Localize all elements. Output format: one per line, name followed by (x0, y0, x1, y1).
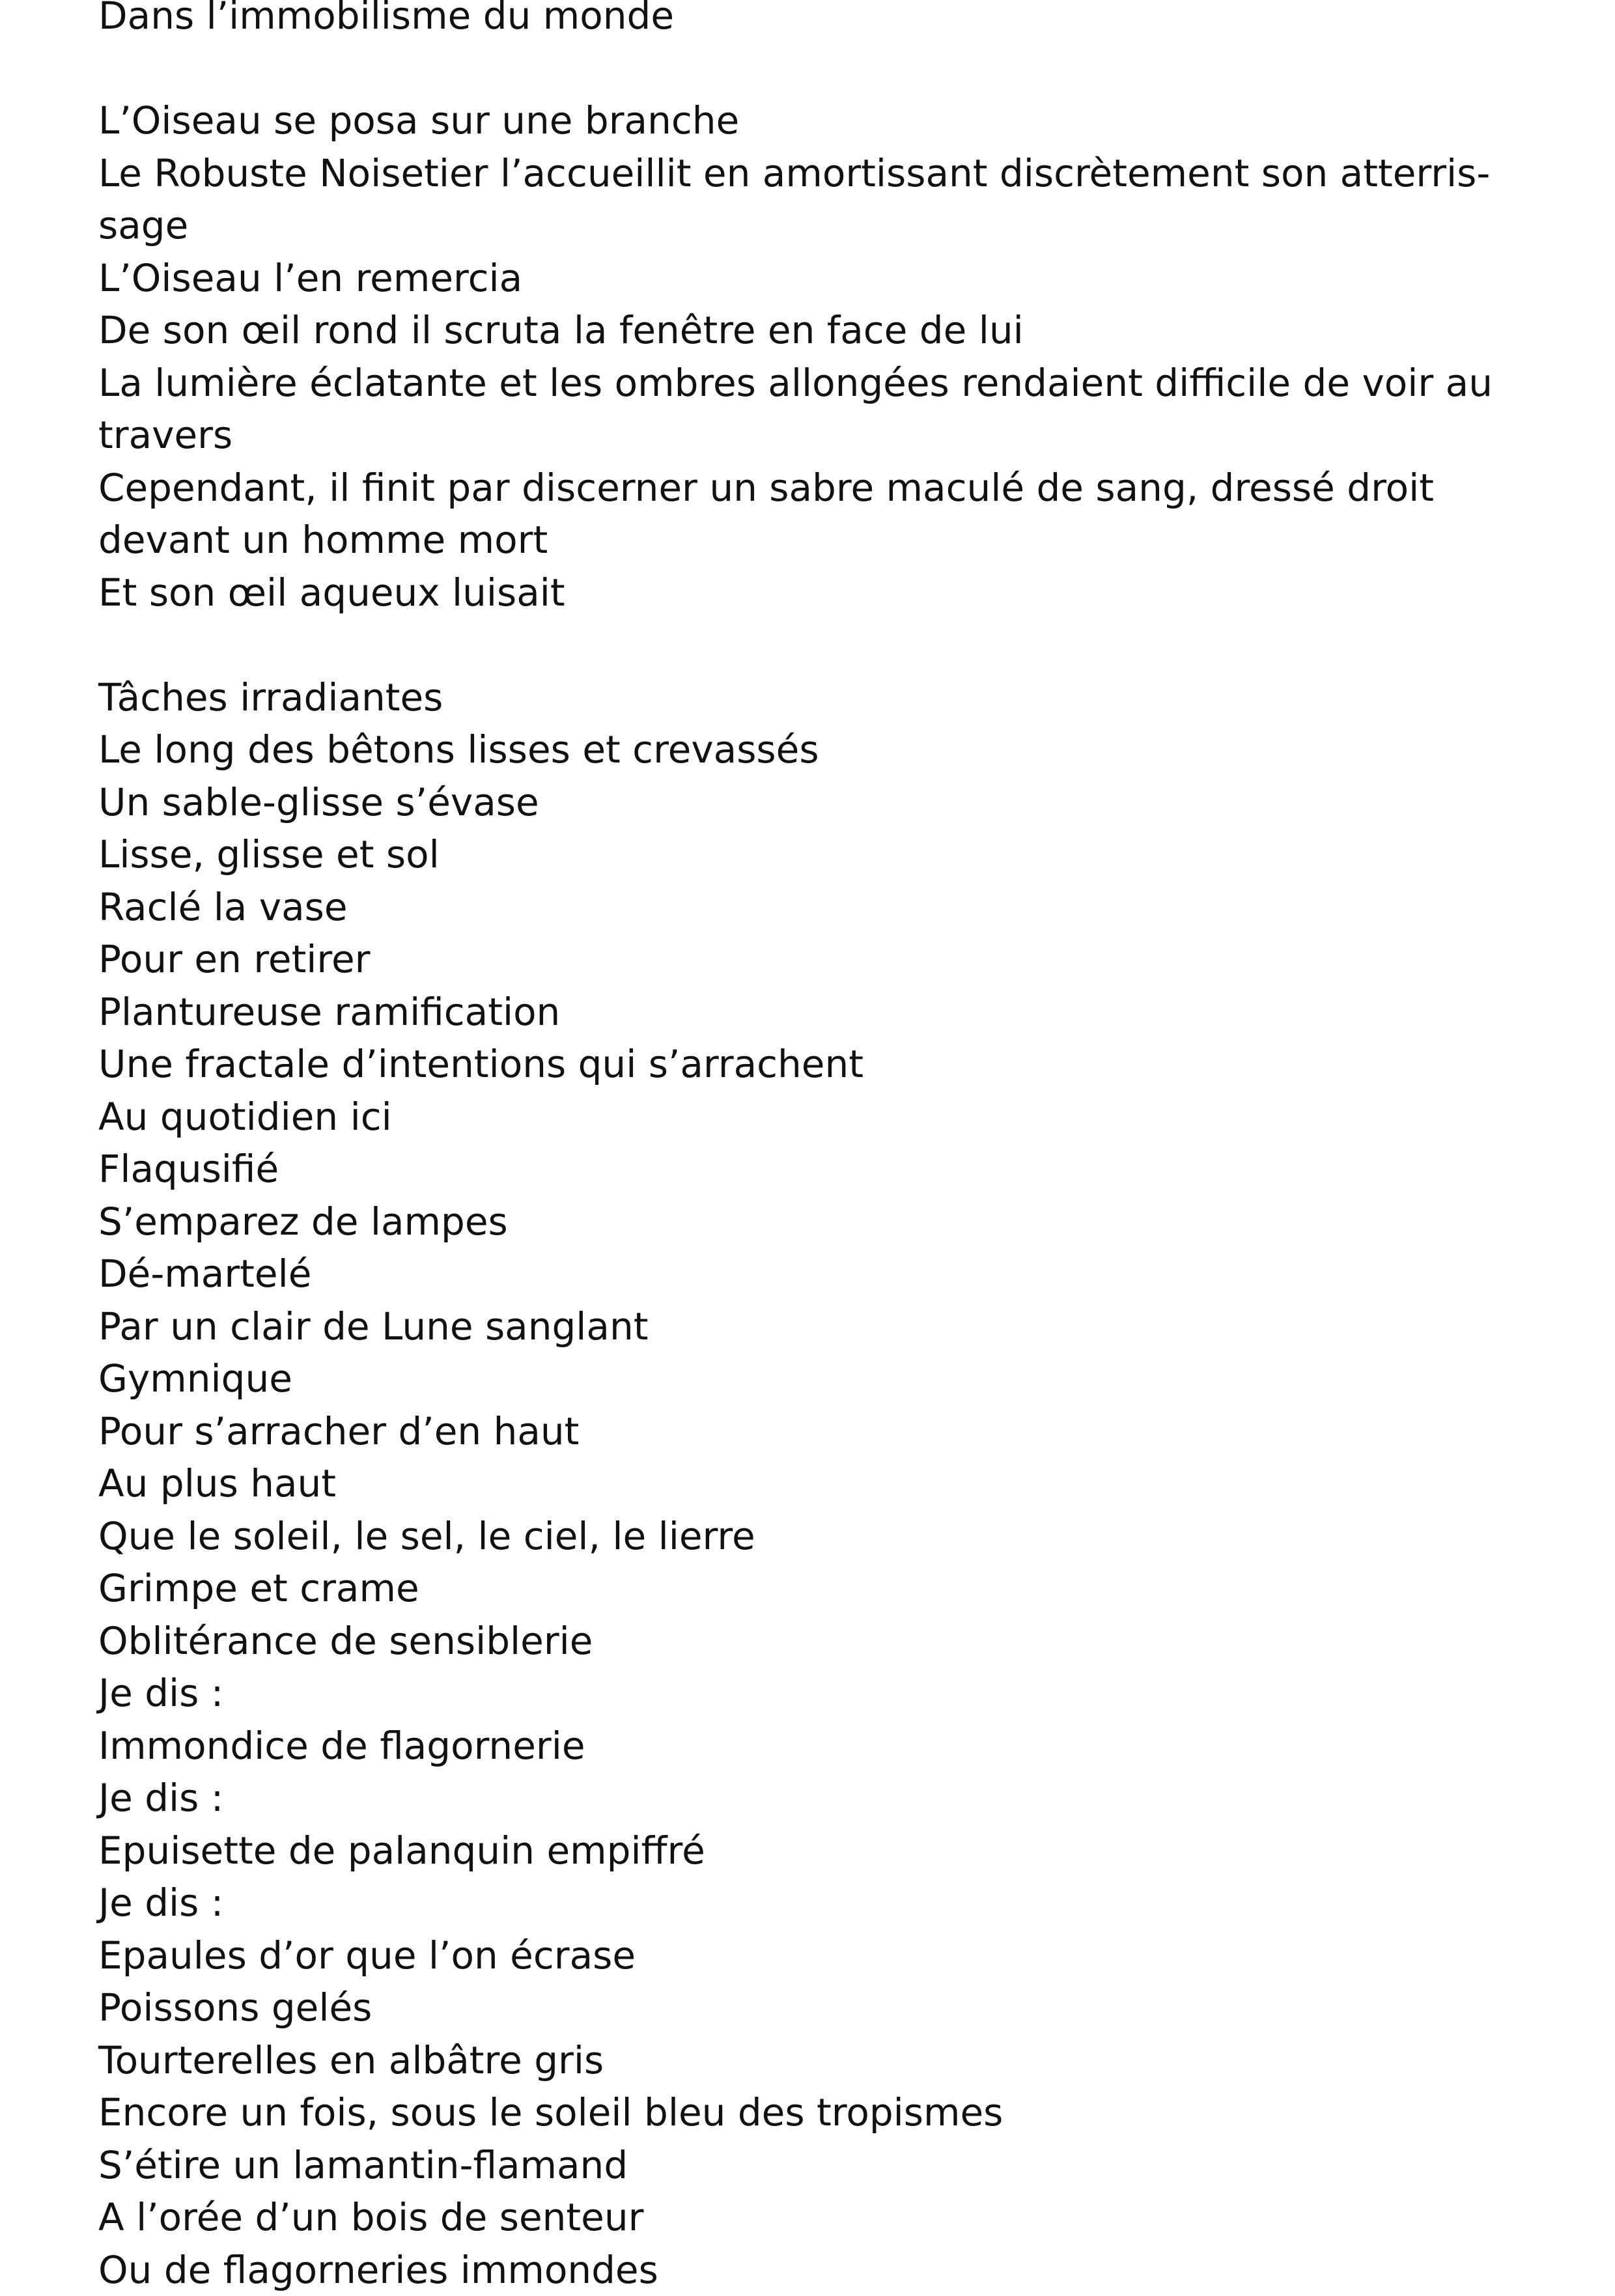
poem-line: devant un homme mort (98, 514, 1524, 567)
poem-line: Par un clair de Lune sanglant (98, 1300, 1524, 1353)
poem-line: S’étire un lamantin-flamand (98, 2139, 1524, 2192)
poem-line: Flaqusifié (98, 1143, 1524, 1196)
poem-line: Et son œil aqueux luisait (98, 567, 1524, 619)
poem-line: Cependant, il finit par discerner un sabre maculé de sang, dressé droit (98, 462, 1524, 514)
poem-text (98, 0, 1524, 2296)
poem-line: Le Robuste Noisetier l’accueillit en amortissant discrètement son atterris- (98, 147, 1524, 200)
stanza-1 (98, 0, 1524, 42)
poem-line: Dans l’immobilisme du monde (98, 0, 1524, 42)
poem-line: Au quotidien ici (98, 1091, 1524, 1143)
poem-line: Lisse, glisse et sol (98, 828, 1524, 881)
poem-line: Pour en retirer (98, 933, 1524, 986)
poem-line: sage (98, 199, 1524, 252)
poem-line: Un sable-glisse s’évase (98, 776, 1524, 829)
poem-line: Gymnique (98, 1352, 1524, 1405)
stanza-gap (98, 619, 1524, 671)
poem-line: Raclé la vase (98, 881, 1524, 934)
stanza-2 (98, 94, 1524, 619)
poem-line: Tâches irradiantes (98, 671, 1524, 724)
poem-line: Oblitérance de sensiblerie (98, 1615, 1524, 1668)
poem-line: Poissons gelés (98, 1981, 1524, 2034)
poem-line: De son œil rond il scruta la fenêtre en face de lui (98, 304, 1524, 357)
poem-line: Epuisette de palanquin empiffré (98, 1825, 1524, 1877)
poem-line: L’Oiseau se posa sur une branche (98, 94, 1524, 147)
poem-line: Pour s’arracher d’en haut (98, 1405, 1524, 1458)
stanza-3 (98, 671, 1524, 2296)
poem-line: Le long des bêtons lisses et crevassés (98, 723, 1524, 776)
poem-line: Ou de flagorneries immondes (98, 2244, 1524, 2296)
poem-line: Grimpe et crame (98, 1562, 1524, 1615)
poem-line: S’emparez de lampes (98, 1196, 1524, 1248)
poem-line: Tourterelles en albâtre gris (98, 2034, 1524, 2087)
poem-line: Immondice de flagornerie (98, 1720, 1524, 1772)
poem-line: Encore un fois, sous le soleil bleu des tropismes (98, 2086, 1524, 2139)
poem-line: Je dis : (98, 1877, 1524, 1929)
stanza-gap (98, 42, 1524, 95)
poem-line: A l’orée d’un bois de senteur (98, 2191, 1524, 2244)
poem-line: Plantureuse ramification (98, 986, 1524, 1039)
poem-line: Dé-martelé (98, 1248, 1524, 1300)
poem-line: Je dis : (98, 1772, 1524, 1825)
poem-line: La lumière éclatante et les ombres allongées rendaient difficile de voir au (98, 357, 1524, 410)
poem-line: Une fractale d’intentions qui s’arrachent (98, 1038, 1524, 1091)
poem-line: L’Oiseau l’en remercia (98, 252, 1524, 305)
poem-line: Au plus haut (98, 1457, 1524, 1510)
poem-line: travers (98, 409, 1524, 462)
poem-line: Que le soleil, le sel, le ciel, le lierre (98, 1510, 1524, 1563)
poem-line: Epaules d’or que l’on écrase (98, 1929, 1524, 1982)
poem-line: Je dis : (98, 1667, 1524, 1720)
